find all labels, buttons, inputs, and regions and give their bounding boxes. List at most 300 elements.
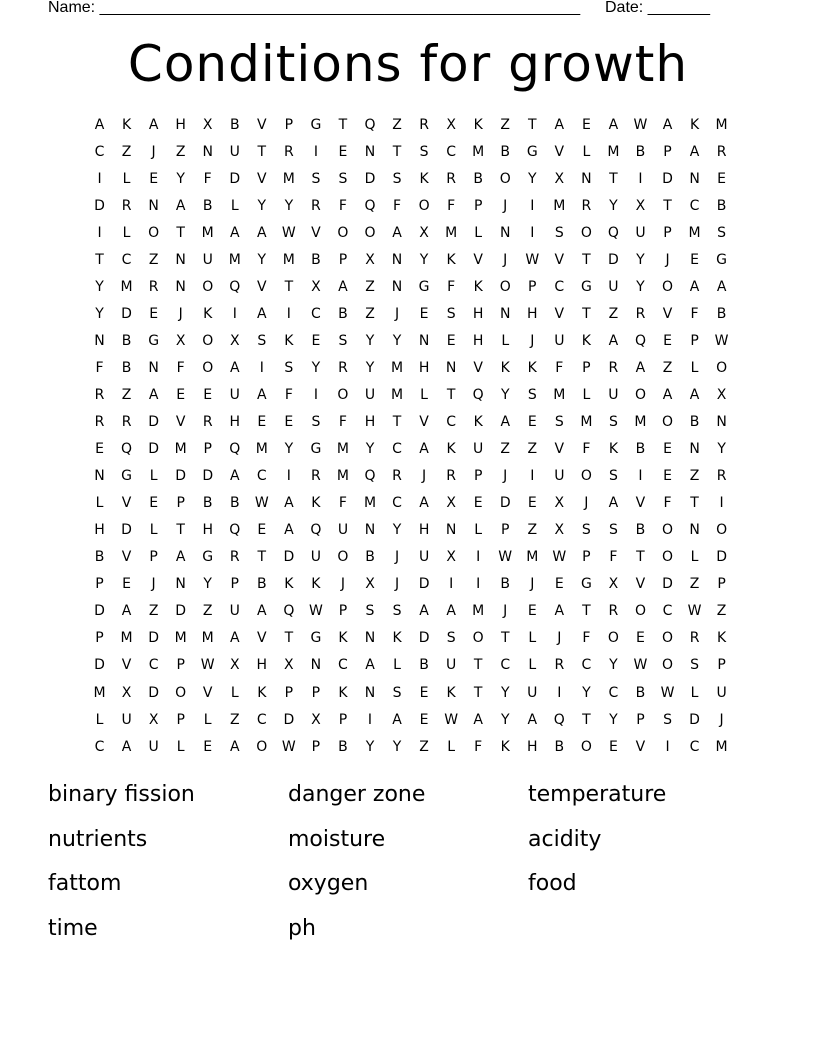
grid-letter: T [500,630,510,647]
grid-letter: E [257,414,267,431]
grid-letter: H [202,522,213,539]
grid-letter: S [284,359,294,376]
grid-letter: E [527,414,537,431]
grid-letter: C [581,657,592,674]
grid-letter: J [503,197,508,214]
grid-letter: Y [284,441,294,458]
grid-letter: P [663,224,672,241]
grid-letter: K [473,278,483,295]
grid-letter: M [120,630,133,647]
grid-letter: V [554,251,565,268]
grid-letter: A [229,738,240,755]
grid-letter: L [203,711,212,728]
grid-letter: E [690,251,699,268]
grid-letter: Q [364,116,376,133]
grid-letter: M [282,170,295,187]
grid-letter: C [689,738,700,755]
grid-letter: W [498,549,513,566]
grid-letter: M [445,224,458,241]
date-field: _______ [647,0,710,16]
grid-letter: M [201,224,214,241]
grid-letter: M [580,414,593,431]
grid-letter: S [392,684,402,701]
grid-letter: A [257,305,267,322]
grid-letter: L [690,359,699,376]
grid-letter: J [178,305,183,322]
letter-grid [86,111,735,760]
grid-letter: R [446,468,456,485]
grid-letter: Z [716,603,727,620]
grid-letter: I [259,359,264,376]
grid-letter: U [148,738,159,755]
grid-letter: D [283,711,295,728]
grid-letter: E [419,684,429,701]
grid-letter: A [689,386,700,403]
word-list [48,778,768,956]
grid-letter: M [688,224,701,241]
grid-letter: E [149,305,159,322]
grid-letter: R [554,657,565,674]
grid-letter: F [176,359,185,376]
grid-letter: L [420,386,428,403]
grid-letter: C [554,278,565,295]
grid-letter: E [311,332,321,349]
grid-letter: R [229,549,240,566]
grid-letter: O [499,170,511,187]
grid-letter: J [394,576,400,593]
grid-letter: N [445,359,457,376]
grid-letter: S [311,414,321,431]
grid-letter: Y [95,305,104,322]
grid-letter: U [473,441,484,458]
grid-letter: E [554,576,564,593]
grid-letter: Y [500,711,510,728]
grid-letter: J [530,576,535,593]
grid-letter: V [554,305,565,322]
grid-letter: P [582,359,591,376]
grid-letter: E [338,143,348,160]
grid-letter: D [148,684,159,701]
grid-letter: Z [500,441,511,458]
grid-letter: J [394,305,400,322]
grid-letter: O [661,278,674,295]
grid-letter: T [582,305,591,322]
grid-letter: A [635,359,646,376]
grid-letter: R [635,305,646,322]
grid-letter: R [311,197,321,214]
grid-letter: U [229,603,240,620]
grid-letter: R [283,143,294,160]
grid-letter: Y [311,359,321,376]
grid-letter: K [608,441,618,458]
grid-letter: K [500,359,510,376]
grid-letter: K [338,684,348,701]
grid-letter: Y [365,359,375,376]
grid-letter: G [202,549,214,566]
grid-letter: U [202,251,213,268]
grid-letter: B [635,441,646,458]
grid-letter: Y [419,251,429,268]
grid-letter: V [419,414,429,431]
grid-letter: B [229,116,240,133]
grid-letter: X [121,684,132,701]
grid-letter: S [608,414,618,431]
grid-letter: Q [607,224,619,241]
grid-letter: U [554,468,565,485]
grid-letter: J [422,468,427,485]
word-list-item: moisture [288,826,386,852]
grid-letter: C [392,495,402,512]
word-list-item: acidity [528,826,602,852]
grid-letter: W [687,603,702,620]
grid-letter: M [715,116,728,133]
name-field: ______________________________________________________ [99,0,581,16]
grid-letter: R [581,197,592,214]
grid-letter: C [662,603,673,620]
grid-letter: S [690,657,699,674]
grid-letter: Y [609,197,618,214]
grid-letter: I [449,576,454,593]
grid-letter: I [719,495,724,512]
grid-letter: R [689,630,700,647]
grid-letter: C [689,197,700,214]
grid-letter: L [528,657,537,674]
grid-letter: Q [229,522,241,539]
grid-letter: E [419,305,429,322]
grid-letter: S [419,143,429,160]
grid-letter: X [554,495,565,512]
word-list-item: time [48,915,98,941]
grid-letter: N [364,143,376,160]
grid-letter: W [660,684,675,701]
grid-letter: B [635,143,646,160]
grid-letter: P [149,549,158,566]
grid-letter: B [716,305,727,322]
grid-letter: K [473,116,483,133]
grid-letter: I [313,386,318,403]
grid-letter: F [338,495,347,512]
grid-letter: Z [419,738,429,755]
grid-letter: P [284,684,294,701]
grid-letter: H [229,414,241,431]
grid-letter: U [527,684,538,701]
grid-letter: P [176,711,185,728]
grid-letter: P [311,738,321,755]
grid-letter: Y [609,711,618,728]
grid-letter: B [202,197,213,214]
grid-letter: L [230,197,239,214]
grid-letter: I [638,170,643,187]
grid-letter: F [95,359,104,376]
grid-letter: X [554,522,565,539]
grid-letter: F [609,549,618,566]
grid-letter: H [527,738,538,755]
grid-letter: C [311,305,321,322]
grid-letter: X [446,116,456,133]
grid-letter: M [553,386,566,403]
grid-letter: K [446,251,456,268]
grid-letter: R [608,359,619,376]
grid-letter: E [663,441,672,458]
grid-letter: Y [176,170,185,187]
grid-letter: B [500,576,511,593]
grid-letter: C [94,143,105,160]
grid-letter: D [716,549,727,566]
grid-letter: M [472,143,485,160]
grid-letter: E [636,630,645,647]
word-list-item: nutrients [48,826,148,852]
grid-letter: O [607,630,619,647]
grid-letter: M [93,684,106,701]
grid-letter: Z [527,522,538,539]
grid-letter: L [474,224,483,241]
grid-letter: V [202,684,213,701]
grid-letter: M [390,359,404,376]
grid-letter: Q [634,332,646,349]
grid-letter: D [418,630,430,647]
grid-letter: Y [284,197,294,214]
grid-letter: O [580,468,592,485]
grid-letter: X [311,278,321,295]
grid-letter: P [663,143,672,160]
date-label: Date: [605,0,644,16]
grid-letter: T [284,278,294,295]
grid-letter: A [229,359,240,376]
grid-letter: H [472,332,484,349]
grid-letter: R [202,414,213,431]
grid-letter: D [202,468,214,485]
grid-letter: A [257,386,267,403]
grid-letter: F [203,170,212,187]
grid-letter: V [635,738,646,755]
grid-letter: A [175,197,186,214]
grid-letter: T [690,495,699,512]
grid-letter: Y [365,332,375,349]
grid-letter: R [311,468,321,485]
grid-letter: C [338,657,348,674]
grid-letter: Q [121,441,133,458]
grid-letter: P [95,576,104,593]
grid-letter: V [635,495,646,512]
grid-letter: M [634,414,647,431]
grid-letter: Q [229,441,241,458]
grid-letter: D [608,251,619,268]
grid-letter: K [257,684,267,701]
grid-letter: G [526,143,538,160]
grid-letter: O [256,738,268,755]
grid-letter: P [95,630,104,647]
grid-letter: Z [689,468,700,485]
grid-letter: F [338,414,347,431]
grid-letter: A [148,386,159,403]
grid-letter: I [476,576,481,593]
grid-letter: D [283,549,295,566]
grid-letter: A [500,414,511,431]
grid-letter: X [635,197,646,214]
grid-letter: K [419,170,429,187]
grid-letter: O [364,224,376,241]
grid-letter: X [716,386,727,403]
grid-letter: V [121,549,132,566]
word-list-item: temperature [528,782,667,807]
grid-letter: O [661,414,674,431]
grid-letter: S [446,630,456,647]
grid-letter: N [202,143,213,160]
grid-letter: E [446,332,456,349]
grid-letter: A [257,224,267,241]
grid-letter: R [94,386,105,403]
grid-letter: D [148,630,159,647]
grid-letter: R [94,414,105,431]
grid-letter: D [121,522,132,539]
grid-letter: Y [717,441,726,458]
grid-letter: Y [365,441,375,458]
grid-letter: Y [257,251,267,268]
grid-letter: U [554,332,565,349]
grid-letter: D [499,495,511,512]
grid-letter: N [364,630,376,647]
grid-letter: D [148,414,159,431]
grid-letter: L [690,549,699,566]
grid-letter: S [608,468,618,485]
grid-letter: P [338,711,348,728]
grid-letter: E [257,522,267,539]
grid-letter: N [148,197,159,214]
grid-letter: C [121,251,132,268]
grid-letter: P [176,495,185,512]
grid-letter: P [690,332,699,349]
grid-letter: K [581,332,591,349]
grid-letter: M [607,143,620,160]
grid-letter: P [284,116,294,133]
grid-letter: P [203,441,212,458]
grid-letter: B [635,522,646,539]
grid-letter: B [257,576,267,593]
grid-letter: M [363,495,377,512]
grid-letter: D [175,603,187,620]
grid-letter: T [527,116,537,133]
grid-letter: N [445,522,457,539]
grid-letter: I [232,305,237,322]
grid-letter: Y [257,197,267,214]
grid-letter: O [716,359,728,376]
grid-letter: V [635,576,646,593]
grid-letter: L [149,522,158,539]
grid-letter: S [338,170,348,187]
grid-letter: L [528,630,537,647]
grid-letter: T [473,657,483,674]
grid-letter: A [121,603,132,620]
grid-letter: A [419,441,429,458]
grid-letter: A [229,630,240,647]
grid-letter: V [257,170,267,187]
grid-letter: P [311,684,321,701]
grid-letter: S [663,711,672,728]
word-list-item: food [528,871,577,897]
grid-letter: V [473,251,483,268]
grid-letter: T [582,711,591,728]
grid-letter: V [257,630,267,647]
grid-letter: B [689,414,700,431]
grid-letter: S [717,224,727,241]
grid-letter: N [391,278,403,295]
grid-letter: F [338,197,347,214]
grid-letter: N [689,170,700,187]
grid-letter: Y [500,386,510,403]
grid-letter: I [638,468,643,485]
grid-letter: I [530,468,535,485]
grid-letter: U [229,143,240,160]
grid-letter: T [392,143,402,160]
grid-letter: M [336,468,349,485]
grid-letter: G [580,278,592,295]
grid-letter: K [446,441,456,458]
grid-letter: H [175,116,186,133]
word-list-item: binary fission [48,782,195,807]
grid-letter: K [527,359,537,376]
grid-letter: E [203,386,213,403]
grid-letter: S [554,414,564,431]
grid-letter: K [284,576,294,593]
grid-letter: Z [121,386,132,403]
grid-letter: D [94,603,105,620]
grid-letter: N [418,332,430,349]
grid-letter: B [94,549,105,566]
grid-letter: R [419,116,429,133]
grid-letter: B [202,495,213,512]
grid-letter: O [580,224,592,241]
grid-letter: F [690,305,699,322]
grid-letter: A [554,116,565,133]
grid-letter: Y [636,278,645,295]
grid-letter: M [174,441,187,458]
grid-letter: O [661,630,674,647]
grid-letter: Q [310,522,322,539]
grid-letter: T [446,386,456,403]
grid-letter: T [609,170,618,187]
grid-letter: M [526,549,539,566]
grid-letter: O [202,278,214,295]
grid-letter: T [663,197,672,214]
grid-letter: N [391,251,403,268]
grid-letter: H [418,359,430,376]
grid-letter: Z [148,603,159,620]
grid-letter: Z [365,305,375,322]
grid-letter: A [392,711,402,728]
grid-letter: A [662,116,673,133]
word-list-item: ph [288,915,316,941]
grid-letter: A [121,738,132,755]
grid-letter: P [176,657,185,674]
grid-letter: E [284,414,294,431]
grid-letter: U [121,711,132,728]
grid-letter: C [608,684,619,701]
grid-letter: M [228,251,241,268]
grid-letter: W [444,711,459,728]
grid-letter: O [418,197,430,214]
grid-letter: N [310,657,322,674]
grid-letter: C [392,441,402,458]
grid-letter: Y [609,657,618,674]
grid-letter: U [716,684,727,701]
grid-letter: V [257,116,267,133]
grid-letter: I [530,224,535,241]
grid-letter: L [393,657,401,674]
grid-letter: V [257,278,267,295]
grid-letter: K [311,495,321,512]
grid-letter: U [418,549,430,566]
grid-letter: L [95,495,104,512]
